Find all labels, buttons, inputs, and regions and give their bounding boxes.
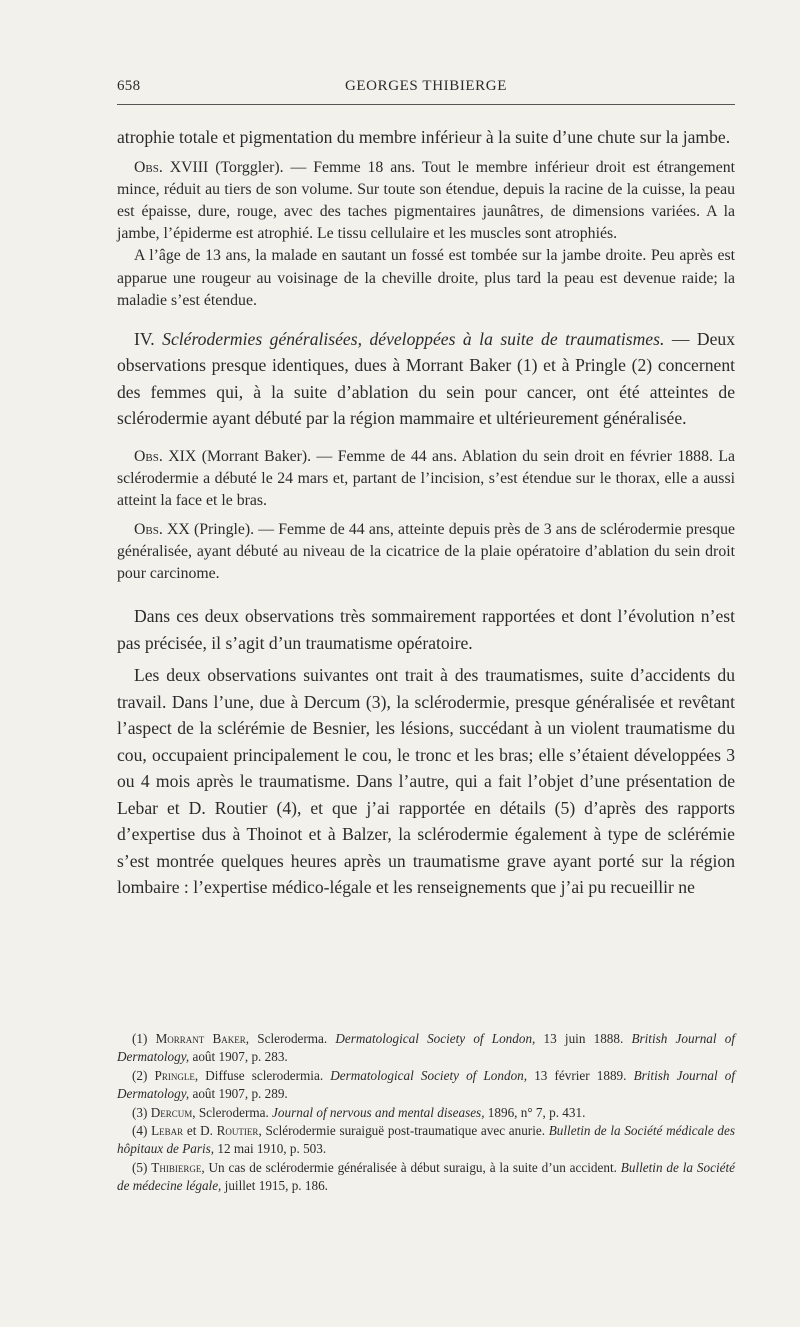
obs-label: Obs. XVIII	[134, 158, 209, 176]
footnote-journal: Dermatological Society of London,	[330, 1067, 528, 1083]
footnote-number: (1)	[132, 1031, 148, 1046]
footnote-text: août 1907, p. 283.	[189, 1049, 288, 1065]
footnote-4	[117, 1122, 735, 1159]
footnotes	[117, 1030, 735, 1196]
page-number: 658	[117, 78, 141, 94]
footnote-text: juillet 1915, p. 186.	[221, 1178, 328, 1194]
obs-text: (Pringle). — Femme de 44 ans, atteinte depuis près de 3 ans de sclérodermie presque généralisée, ayant débuté au niveau de la cicatrice de la plaie opératoire d’ablation du sein droit pour carcinome.	[117, 520, 736, 582]
paragraph-7: Dans ces deux observations très sommairement rapportées et dont l’évolution n’est pas précisée, il s’agit d’un traumatisme opératoire.	[117, 606, 735, 653]
footnote-2	[117, 1067, 735, 1104]
observation-xviii	[117, 157, 735, 246]
footnote-text: 13 février 1889.	[527, 1067, 634, 1083]
footnote-journal: Bulletin de la Société de médecine légale,	[117, 1159, 735, 1194]
footnote-text: , Diffuse sclerodermia.	[194, 1067, 331, 1083]
footnote-author: Thibierge	[151, 1159, 202, 1175]
footnote-text: 1896, n° 7, p. 431.	[484, 1104, 586, 1120]
obs-label: Obs. XX	[134, 520, 190, 538]
observation-xx	[117, 519, 735, 586]
footnote-text: , Scleroderma.	[192, 1104, 273, 1120]
paragraph-3: A l’âge de 13 ans, la malade en sautant un fossé est tombée sur la jambe droite. Peu après est apparue une rougeur au voisinage de la cheville droite, plus tard la peau est devenue raide; la maladie s’est étendue.	[117, 247, 735, 309]
footnote-author: Dercum	[150, 1104, 193, 1120]
obs-text: (Morrant Baker). — Femme de 44 ans. Ablation du sein droit en février 1888. La sclérodermie a débuté le 24 mars et, partant de l’incision, s’est étendue sur le thorax, elle a aussi atteint la face et le bras.	[117, 447, 736, 510]
footnote-number: (5)	[132, 1159, 148, 1175]
paragraph-8: Les deux observations suivantes ont trait à des traumatismes, suite d’accidents du travail. Dans l’une, due à Dercum (3), la sclérodermie, presque généralisée et revêtant l’aspect de la sclérémie de Besnier, les lésions, succédant à un violent traumatisme du cou, occupaient principalement le cou, le tronc et les bras; elle s’étaient développées 3 ou 4 mois après le traumatisme. Dans l’autre, qui a fait l’objet d’une présentation de Lebar et D. Routier (4), et que j’ai rapportée en détails (5) d’après des rapports d’expertise dus à Thoinot et à Balzer, la sclérodermie également à type de sclérémie s’est montrée quelques heures après un traumatisme grave ayant porté sur la région lombaire : l’expertise médico-légale et les renseignements que j’ai pu recueillir ne	[117, 665, 735, 898]
footnote-journal: British Journal of Dermatology,	[117, 1031, 735, 1065]
obs-text: (Torggler). — Femme 18 ans. Tout le membre inférieur droit est étrangement mince, réduit au tiers de son volume. Sur toute son étendue, depuis la racine de la cuisse, la peau est épaisse, dure, rouge, avec des taches pigmentaires jaunâtres, de dimensions variées. A la jambe, l’épiderme est atrophié. Le tissu cellulaire et les muscles sont atrophiés.	[117, 158, 736, 243]
obs-label: Obs. XIX	[134, 447, 197, 465]
footnote-text: août 1907, p. 289.	[189, 1086, 288, 1102]
running-title: GEORGES THIBIERGE	[344, 78, 507, 94]
footnote-text: , Scleroderma.	[245, 1031, 336, 1046]
section-title: Sclérodermies généralisées, développées à la suite de traumatismes.	[162, 328, 665, 349]
footnote-text: et D.	[183, 1123, 217, 1139]
footnote-journal: Dermatological Society of London,	[335, 1031, 536, 1046]
footnote-journal: Bulletin de la Société médicale des hôpitaux de Paris,	[117, 1123, 735, 1157]
footnote-number: (4)	[132, 1123, 148, 1139]
section-iv	[117, 326, 735, 432]
footnote-author: Morrant Baker	[155, 1031, 246, 1046]
section-number: IV.	[134, 328, 163, 349]
section-text: — Deux observations presque identiques, dues à Morrant Baker (1) et à Pringle (2) concernent des femmes qui, à la suite d’ablation du sein pour cancer, ont été atteintes de sclérodermie ayant débuté par la région mammaire et ultérieurement généralisée.	[117, 328, 735, 429]
footnote-text: , Sclérodermie suraiguë post-traumatique avec anurie.	[258, 1123, 549, 1139]
paragraph-1: atrophie totale et pigmentation du membre inférieur à la suite d’une chute sur la jambe.	[117, 127, 731, 147]
running-header	[117, 78, 735, 100]
header-rule	[117, 104, 735, 105]
footnote-text: 13 juin 1888.	[535, 1031, 632, 1046]
footnote-3	[117, 1104, 735, 1122]
footnote-journal: Journal of nervous and mental diseases,	[272, 1104, 485, 1120]
footnote-1	[117, 1030, 735, 1067]
footnote-author: Pringle	[154, 1067, 195, 1083]
observation-xix	[117, 446, 735, 513]
footnote-author: Routier	[216, 1123, 259, 1139]
footnote-number: (2)	[132, 1067, 148, 1083]
footnote-number: (3)	[132, 1104, 148, 1120]
footnote-journal: British Journal of Dermatology,	[117, 1067, 736, 1102]
footnote-text: 12 mai 1910, p. 503.	[214, 1141, 327, 1157]
footnote-text: , Un cas de sclérodermie généralisée à début suraigu, à la suite d’un accident.	[201, 1159, 621, 1175]
footnote-5	[117, 1159, 735, 1196]
footnote-author: Lebar	[151, 1123, 184, 1139]
main-text	[117, 124, 735, 901]
